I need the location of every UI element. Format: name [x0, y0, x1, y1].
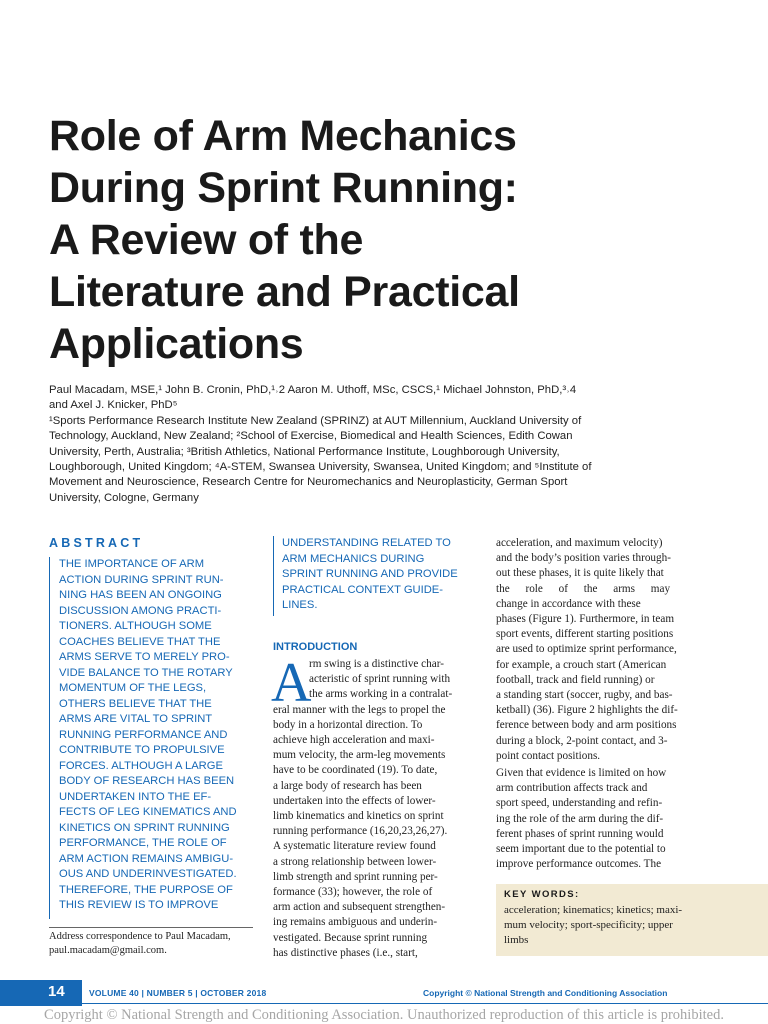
authors-affiliations — [49, 383, 739, 506]
body-line: ferent phases of sprint running would — [496, 827, 664, 840]
footer-copyright: Copyright © National Strength and Conditioning Association — [423, 988, 668, 998]
abstract-line: VIDE BALANCE TO THE ROTARY — [59, 666, 233, 679]
title-line: Literature and Practical — [49, 268, 520, 316]
body-line: running performance (16,20,23,26,27). — [273, 825, 448, 838]
article-title — [49, 110, 729, 370]
abstract-line: MOMENTUM OF THE LEGS, — [59, 682, 207, 694]
correspondence-footnote — [49, 930, 259, 958]
body-line: undertaken into the effects of lower- — [273, 794, 436, 807]
affiliation-line: ¹Sports Performance Research Institute New Zealand (SPRINZ) at AUT Millennium, Auckland University of — [49, 414, 582, 427]
body-line: are used to optimize sprint performance, — [496, 643, 677, 656]
abstract-line: ACTION DURING SPRINT RUN- — [59, 573, 224, 586]
abstract-cont-rule — [273, 536, 274, 616]
abstract-line: ARMS ARE VITAL TO SPRINT — [59, 713, 213, 725]
body-line: body in a horizontal direction. To — [273, 718, 423, 731]
abstract-line: NING HAS BEEN AN ONGOING — [59, 589, 222, 601]
body-column-3-paragraph-2 — [496, 766, 700, 872]
abstract-line: SPRINT RUNNING AND PROVIDE — [282, 568, 458, 580]
body-line: and the body’s position varies through- — [496, 552, 671, 565]
body-line: the role of the arms may — [496, 582, 671, 595]
body-line: has distinctive phases (i.e., start, — [273, 946, 418, 959]
body-line: rm swing is a distinctive char- — [309, 658, 444, 670]
body-line: improve performance outcomes. The — [496, 858, 662, 871]
page-number: 14 — [48, 983, 65, 1000]
body-line: acceleration, and maximum velocity) — [496, 537, 663, 549]
body-line: sport speed, understanding and refin- — [496, 797, 663, 810]
abstract-line: LINES. — [282, 599, 318, 611]
body-line: have to be coordinated (19). To date, — [273, 764, 438, 777]
abstract-line: OUS AND UNDERINVESTIGATED. — [59, 868, 237, 880]
body-line: phases (Figure 1). Furthermore, in team — [496, 613, 675, 626]
affiliation-line: Movement and Neuroscience, Research Centre for Neuromechanics and Neuroplasticity, German Sport — [49, 476, 568, 489]
body-line: a strong relationship between lower- — [273, 855, 437, 868]
issue-info: VOLUME 40 | NUMBER 5 | OCTOBER 2018 — [89, 988, 267, 998]
body-line: arm action and subsequent strengthen- — [273, 901, 446, 914]
abstract-line: BODY OF RESEARCH HAS BEEN — [59, 775, 235, 787]
abstract-line: COACHES BELIEVE THAT THE — [59, 635, 221, 648]
title-line: During Sprint Running: — [49, 164, 518, 212]
copyright-watermark: Copyright © National Strength and Conditioning Association. Unauthorized reproduction of this article is prohibited. — [44, 1007, 724, 1023]
body-line: limb kinematics and kinetics on sprint — [273, 810, 444, 823]
abstract-line: RUNNING PERFORMANCE AND — [59, 728, 228, 741]
page-number-block — [0, 980, 82, 1006]
abstract-line: PRACTICAL CONTEXT GUIDE- — [282, 583, 443, 596]
body-line: during a block, 2-point contact, and 3- — [496, 734, 668, 747]
body-line: acteristic of sprint running with — [309, 673, 451, 686]
title-line: Applications — [49, 320, 304, 368]
body-line: arm contribution affects track and — [496, 782, 648, 795]
body-line: the arms working in a contralat- — [309, 688, 453, 701]
keywords-list — [504, 903, 714, 948]
title-line: Role of Arm Mechanics — [49, 112, 517, 160]
abstract-line: ARMS SERVE TO MERELY PRO- — [59, 651, 230, 663]
abstract-line: CONTRIBUTE TO PROPULSIVE — [59, 744, 225, 756]
body-line: change in accordance with these — [496, 597, 641, 610]
body-line: ing remains ambiguous and underin- — [273, 916, 438, 929]
abstract-line: TIONERS. ALTHOUGH SOME — [59, 620, 212, 632]
abstract-line: OTHERS BELIEVE THAT THE — [59, 697, 212, 710]
abstract-line: UNDERTAKEN INTO THE EF- — [59, 790, 212, 803]
keywords-line: mum velocity; sport-specificity; upper — [504, 919, 673, 931]
affiliation-line: University, Perth, Australia; ³British Athletics, National Performance Institute, Loughborough University, — [49, 445, 560, 458]
affiliation-line: Loughborough, United Kingdom; ⁴A-STEM, Swansea University, Swansea, United Kingdom; and ⁵Institute of — [49, 461, 592, 474]
abstract-line: DISCUSSION AMONG PRACTI- — [59, 604, 222, 617]
author-line: Paul Macadam, MSE,¹ John B. Cronin, PhD,¹˒2 Aaron M. Uthoff, MSc, CSCS,¹ Michael Johnston, PhD,³˒4 — [49, 384, 577, 396]
abstract-line: FORCES. ALTHOUGH A LARGE — [59, 759, 223, 772]
body-line: formance (33); however, the role of — [273, 886, 433, 899]
keywords-line: limbs — [504, 934, 529, 946]
footnote-divider — [49, 927, 253, 928]
body-line: ing the role of the arm during the dif- — [496, 812, 664, 825]
affiliation-line: Technology, Auckland, New Zealand; ²School of Exercise, Biomedical and Health Sciences, Edith Cowan — [49, 430, 573, 443]
abstract-body-continued — [282, 536, 482, 614]
body-line: eral manner with the legs to propel the — [273, 703, 446, 716]
body-line: A systematic literature review found — [273, 840, 436, 853]
body-line: for example, a crouch start (American — [496, 658, 667, 671]
abstract-line: ARM MECHANICS DURING — [282, 552, 425, 565]
footnote-line: paul.macadam@gmail.com. — [49, 945, 167, 956]
footnote-line: Address correspondence to Paul Macadam, — [49, 931, 231, 942]
abstract-heading: ABSTRACT — [49, 536, 144, 550]
body-line: seem important due to the potential to — [496, 843, 666, 856]
body-line: ketball) (36). Figure 2 highlights the dif- — [496, 704, 678, 717]
abstract-line: PERFORMANCE, THE ROLE OF — [59, 837, 227, 849]
body-line: ference between body and arm positions — [496, 719, 677, 732]
keywords-line: acceleration; kinematics; kinetics; maxi- — [504, 904, 683, 916]
body-line: a standing start (soccer, rugby, and bas- — [496, 689, 673, 702]
abstract-line: ARM ACTION REMAINS AMBIGU- — [59, 852, 234, 865]
footer-divider — [82, 1003, 768, 1004]
body-line: sport events, different starting positions — [496, 628, 674, 641]
body-line: vestigated. Because sprint running — [273, 931, 428, 944]
body-line: a large body of research has been — [273, 779, 422, 792]
body-line: Given that evidence is limited on how — [496, 767, 667, 779]
title-line: A Review of the — [49, 216, 364, 264]
author-line: and Axel J. Knicker, PhD⁵ — [49, 399, 178, 412]
abstract-line: FECTS OF LEG KINEMATICS AND — [59, 806, 237, 818]
abstract-line: THEREFORE, THE PURPOSE OF — [59, 883, 233, 896]
introduction-heading: INTRODUCTION — [273, 641, 358, 653]
drop-cap: A — [271, 652, 312, 714]
abstract-line: UNDERSTANDING RELATED TO — [282, 537, 451, 549]
body-line: achieve high acceleration and maxi- — [273, 734, 435, 747]
affiliation-line: University, Cologne, Germany — [49, 491, 199, 504]
body-line: out these phases, it is quite likely that — [496, 567, 664, 580]
abstract-body — [59, 557, 259, 914]
abstract-line: THIS REVIEW IS TO IMPROVE — [59, 899, 219, 911]
abstract-line: KINETICS ON SPRINT RUNNING — [59, 821, 230, 834]
keywords-label: KEY WORDS: — [504, 889, 580, 900]
abstract-line: THE IMPORTANCE OF ARM — [59, 558, 205, 570]
body-line: point contact positions. — [496, 749, 601, 762]
body-line: limb strength and sprint running per- — [273, 870, 438, 883]
body-column-3-paragraph-1 — [496, 536, 700, 764]
body-line: football, track and field running) or — [496, 673, 655, 686]
body-line: mum velocity, the arm-leg movements — [273, 749, 446, 762]
introduction-body — [271, 652, 477, 961]
